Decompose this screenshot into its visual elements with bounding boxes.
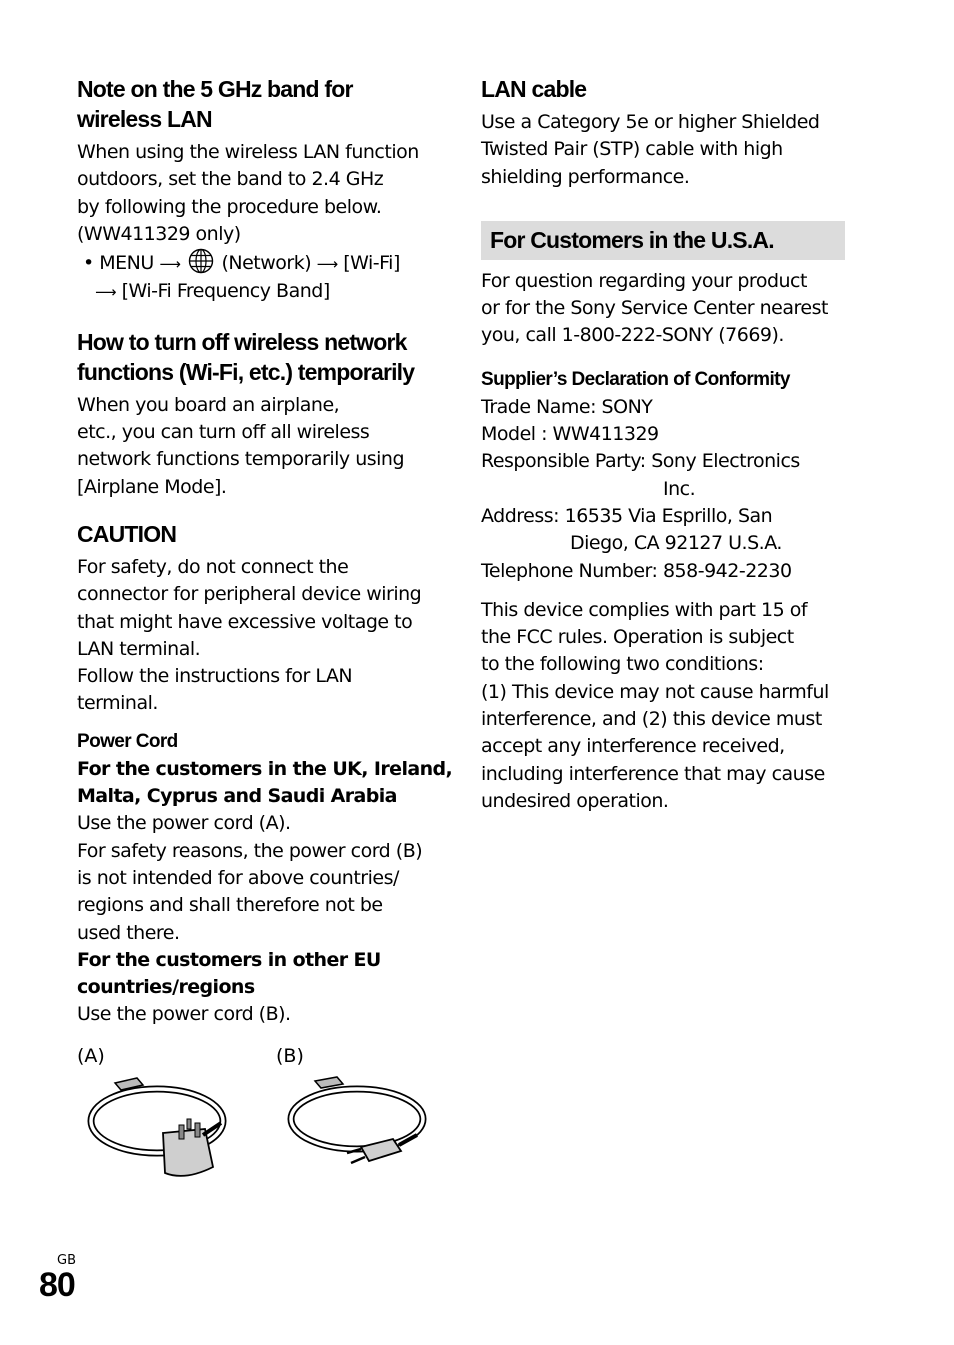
globe-icon [188, 248, 214, 274]
region-code: GB [57, 1253, 76, 1268]
right-arrow-icon: ⟶ [159, 255, 181, 274]
fcc-body: This device complies with part 15 of the FCC rules. Operation is subject to the following two conditions: (1) This device may not cause harmful interference, and (2) this device must accept any interference received, including interference that may cause undesired operation. [481, 598, 829, 812]
left-column: Note on the 5 GHz band for wireless LAN When using the wireless LAN function outdoors, set the band to 2.4 GHz by following the procedure below. (WW411329 only) • MENU ⟶ (Network) ⟶ [Wi-Fi] ⟶ [Wi-Fi Frequency Band] How to turn off wireless network functions (Wi-Fi, etc.) temporarily When you board an airplane, etc., you can turn off all wireless network functions temporarily using [Airplane Mode]. CAUTION For safety, do not connect the connector for peripheral device wiring that might have excessive voltage to LAN terminal. Follow the instructions for LAN terminal. Power Cord For the customers in the UK, Ireland, Malta, Cyprus and Saudi Arabia Use the power cord (A). For safety reasons, the power cord (B) is not intended for above countries/ regions and shall therefore not be used there. For the customers in other EU countries/regions Use the power cord (B). [77, 76, 453, 1026]
menu-step-1: • MENU ⟶ (Network) ⟶ [Wi-Fi] [77, 248, 447, 278]
power-cord-b-image [285, 1075, 440, 1187]
power-cord-a-image [85, 1075, 240, 1187]
sdoc-title: Supplier’s Declaration of Conformity [481, 368, 790, 390]
section-title-caution: CAUTION [77, 520, 177, 547]
lan-cable-body: Use a Category 5e or higher Shielded Twisted Pair (STP) cable with high shielding performance. [481, 111, 820, 188]
power-uk-title: For the customers in the UK, Ireland, [77, 757, 453, 780]
page-number: 80 [39, 1266, 75, 1304]
power-cord-figure [77, 1045, 447, 1190]
section-title-lan-cable: LAN cable [481, 76, 587, 102]
figure-label-a: (A) [77, 1045, 105, 1067]
menu-step-2: ⟶ [Wi-Fi Frequency Band] [95, 280, 330, 303]
figure-label-b: (B) [276, 1045, 304, 1067]
right-column [481, 74, 847, 815]
power-cord-title: Power Cord [77, 730, 178, 752]
section-title-usa: For Customers in the U.S.A. [490, 227, 774, 254]
caution-body: For safety, do not connect the connector for peripheral device wiring that might have excessive voltage to LAN terminal. Follow the instructions for LAN terminal. [77, 555, 422, 715]
section-title-5ghz: Note on the 5 GHz band for wireless LAN [77, 76, 353, 132]
right-arrow-icon: ⟶ [316, 255, 338, 274]
power-eu-title: For the customers in other EU [77, 948, 381, 971]
section-title-airplane: How to turn off wireless network functions (Wi-Fi, etc.) temporarily [77, 328, 415, 385]
sdoc-body: Trade Name: SONY Model : WW411329 Responsible Party: Sony Electronics Inc. Address: 16535 Via Esprillo, San Diego, CA 92127 U.S.A. Telephone Number: 858-942-2230 [481, 395, 800, 582]
note-5ghz-body: When using the wireless LAN function outdoors, set the band to 2.4 GHz by following the procedure below. (WW411329 only) • MENU ⟶ (Network) ⟶ [Wi-Fi] ⟶ [Wi-Fi Frequency Band] [77, 139, 447, 307]
airplane-body: When you board an airplane, etc., you can turn off all wireless network functions temporarily using [Airplane Mode]. [77, 393, 405, 498]
right-arrow-icon: ⟶ [95, 283, 117, 302]
usa-body: For question regarding your product or for the Sony Service Center nearest you, call 1-800-222-SONY (7669). [481, 269, 828, 347]
usa-heading-box [481, 221, 845, 260]
